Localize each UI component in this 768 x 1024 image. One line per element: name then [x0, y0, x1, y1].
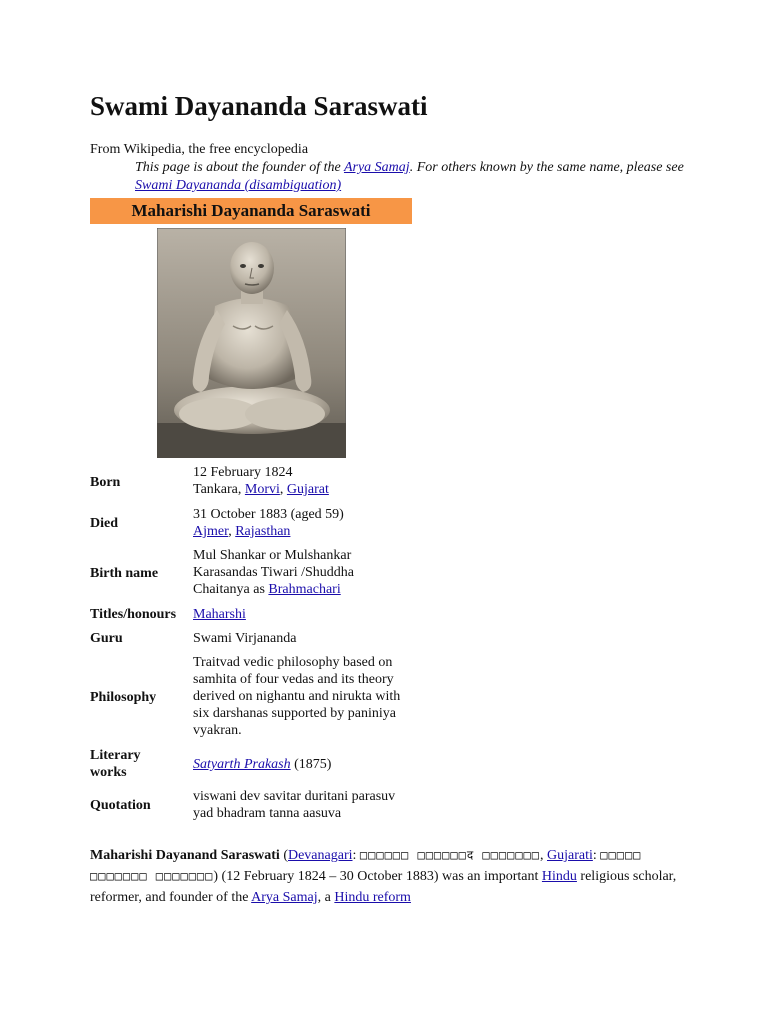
morvi-link[interactable]: Morvi — [244, 482, 280, 497]
hindu-reform-link[interactable]: Hindu reform — [334, 890, 411, 905]
gujarati-text: □□□□□ □□□□□□□ □□□□□□□ — [90, 848, 642, 883]
ajmer-link[interactable]: Ajmer — [193, 524, 229, 539]
hindu-link[interactable]: Hindu — [541, 869, 577, 884]
satyarth-prakash-link[interactable]: Satyarth Prakash — [193, 757, 291, 772]
gujarati-link[interactable]: Gujarati — [547, 848, 593, 863]
infobox-header: Maharishi Dayananda Saraswati — [90, 198, 412, 224]
infobox-row-literary-works — [90, 747, 430, 783]
gujarat-link[interactable]: Gujarat — [286, 482, 329, 497]
devanagari-link[interactable]: Devanagari — [287, 848, 353, 863]
quotation-label: Quotation — [90, 798, 151, 813]
birth-name-text: Mul Shankar or Mulshankar Karasandas Tiwari /Shuddha Chaitanya as — [193, 548, 354, 597]
lead-comma: , — [540, 848, 547, 863]
birth-name-value — [193, 547, 383, 598]
lead-name: Maharishi Dayanand Saraswati — [90, 848, 280, 863]
lead-text-2: religious scholar, reformer, and founder of the — [90, 869, 677, 905]
quotation-value: viswani dev savitar duritani parasuv yad bhadram tanna aasuva — [193, 789, 396, 821]
philosophy-value: Traitvad vedic philosophy based on samhita of four vedas and its theory derived on nighantu and nirukta with six darshanas supported by paniniya vyakran. — [193, 655, 401, 738]
rajasthan-link[interactable]: Rajasthan — [235, 524, 291, 539]
portrait-image — [157, 228, 346, 458]
lead-colon-2: : — [592, 848, 601, 863]
maharshi-link[interactable]: Maharshi — [193, 607, 246, 622]
literary-works-value — [193, 756, 423, 773]
born-separator: , — [279, 482, 287, 497]
guru-value: Swami Virjananda — [193, 631, 297, 646]
died-value — [193, 506, 423, 540]
died-label: Died — [90, 516, 118, 531]
born-place — [193, 481, 423, 498]
hatnote-text-pre: This page is about the founder of the — [135, 160, 344, 175]
lead-colon-1: : — [352, 848, 360, 863]
infobox-row-philosophy — [90, 654, 430, 740]
brahmachari-link[interactable]: Brahmachari — [268, 582, 341, 597]
born-value — [193, 464, 423, 498]
died-date: 31 October 1883 (aged 59) — [193, 507, 344, 522]
birth-name-label: Birth name — [90, 566, 159, 581]
guru-label: Guru — [90, 631, 123, 646]
born-date: 12 February 1824 — [193, 465, 293, 480]
literary-works-label: Literary works — [90, 748, 141, 780]
devanagari-text: □□□□□□ □□□□□□द □□□□□□□ — [359, 848, 540, 862]
infobox-row-quotation — [90, 788, 430, 824]
literary-works-year: (1875) — [290, 757, 332, 772]
hatnote — [135, 159, 695, 195]
page-title: Swami Dayananda Saraswati — [90, 91, 428, 121]
disambiguation-link[interactable]: Swami Dayananda (disambiguation) — [135, 178, 342, 193]
lead-paren-open: ( — [279, 848, 288, 863]
titles-label: Titles/honours — [90, 607, 177, 622]
hatnote-text-mid: . For others known by the same name, please see — [409, 160, 684, 175]
infobox-row-titles — [90, 606, 430, 624]
lead-paragraph — [90, 845, 690, 908]
philosophy-label: Philosophy — [90, 690, 157, 705]
infobox-row-born — [90, 464, 430, 500]
lead-dates: ) (12 February 1824 – 30 October 1883) was an important — [213, 869, 542, 884]
arya-samaj-lead-link[interactable]: Arya Samaj — [251, 890, 318, 905]
died-place — [193, 523, 423, 540]
titles-value — [193, 606, 423, 623]
born-place-text: Tankara, — [193, 482, 245, 497]
died-separator: , — [228, 524, 236, 539]
born-label: Born — [90, 475, 121, 490]
infobox-row-died — [90, 506, 430, 542]
infobox-row-guru — [90, 630, 430, 648]
lead-text-3: , a — [317, 890, 335, 905]
arya-samaj-link[interactable]: Arya Samaj — [343, 160, 410, 175]
subtitle: From Wikipedia, the free encyclopedia — [90, 142, 309, 157]
infobox-row-birth-name — [90, 547, 430, 601]
